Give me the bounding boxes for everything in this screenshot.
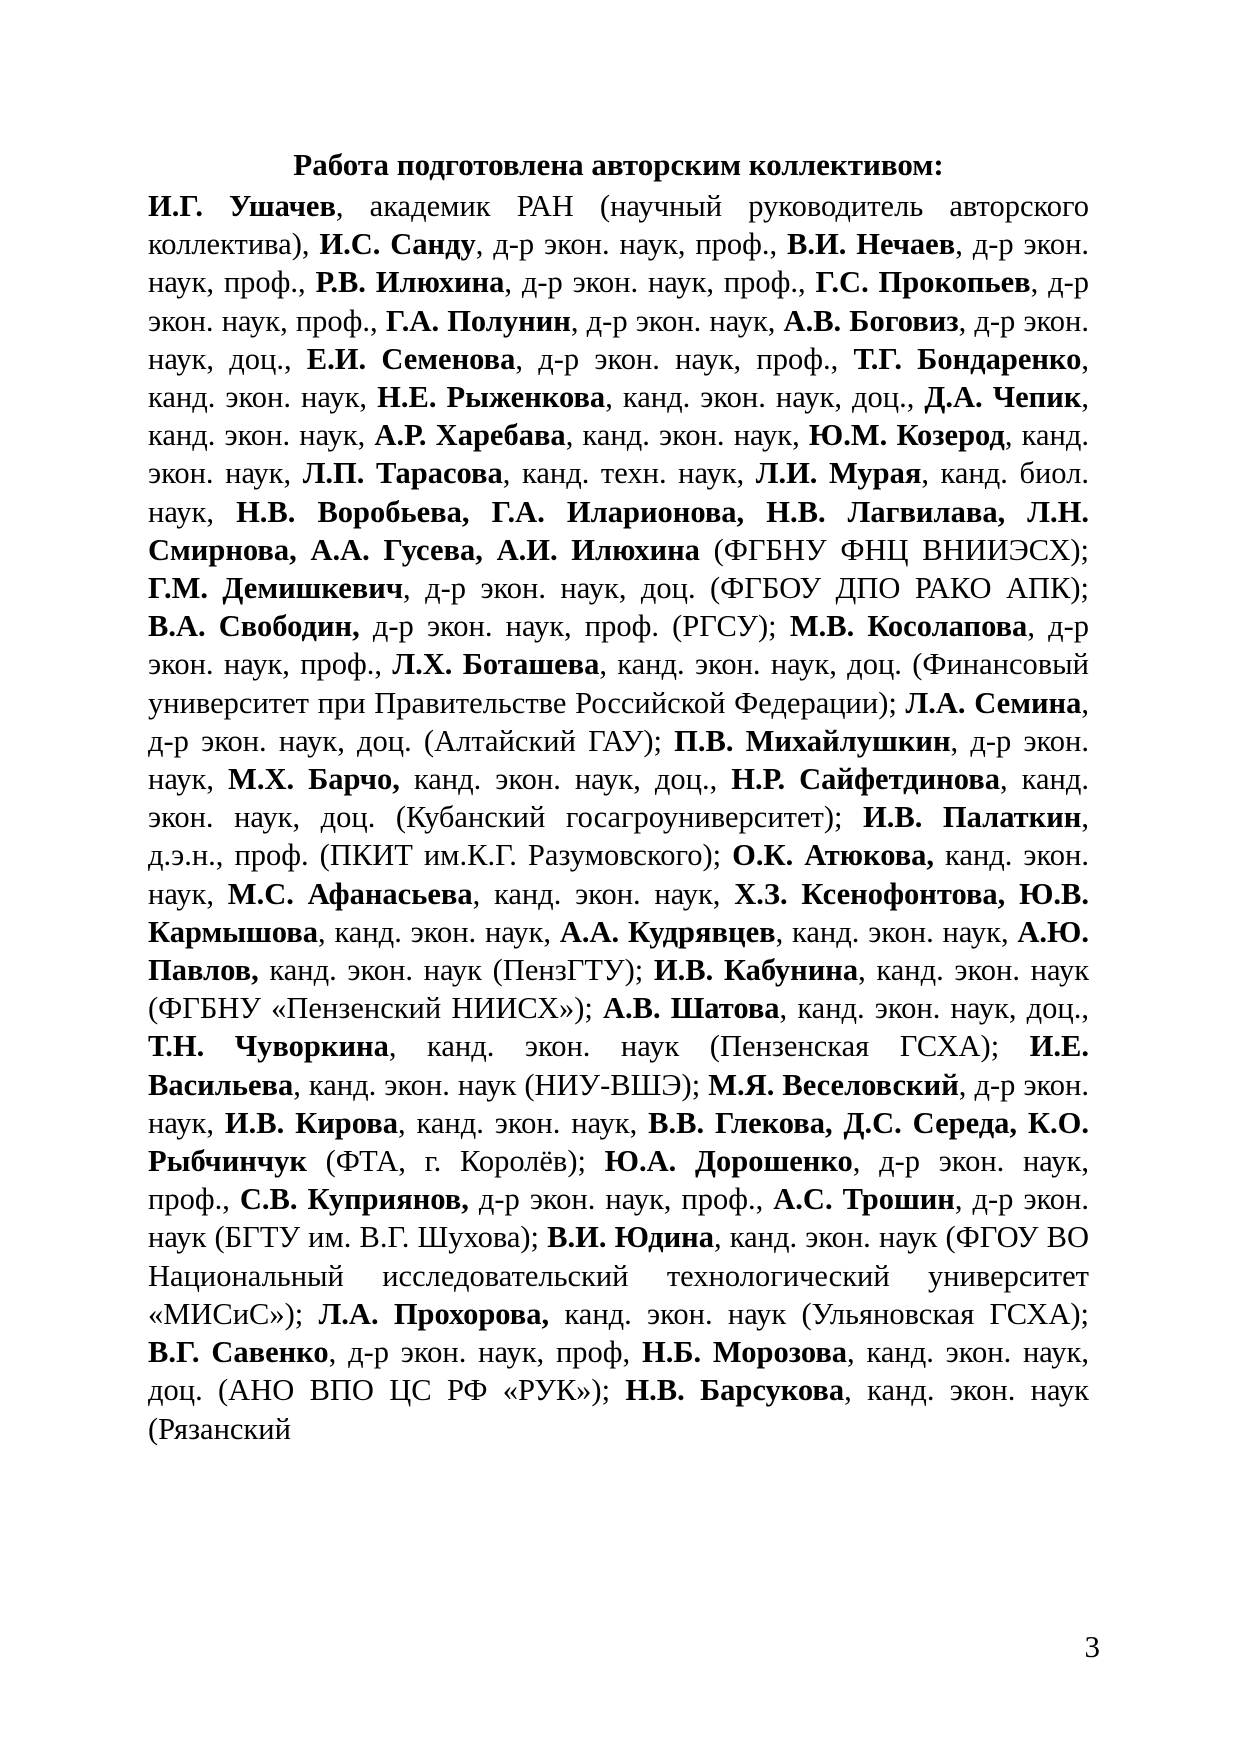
author-details: д-р экон. наук, проф., bbox=[468, 1182, 774, 1217]
author-details: , канд. экон. наук, bbox=[565, 418, 809, 453]
author-details: , канд. экон. наук, bbox=[775, 914, 1018, 949]
author-details: , канд. биол. наук, bbox=[148, 456, 1089, 529]
author-details: , канд. экон. наук, доц., bbox=[605, 380, 925, 415]
author-details: , канд. техн. наук, bbox=[502, 456, 756, 491]
author-name: Х.З. Ксенофонтова, Ю.В. Кармышова bbox=[148, 876, 1089, 949]
author-details: , канд. экон. наук, bbox=[148, 418, 1090, 491]
author-details: , д-р экон. наук, bbox=[148, 723, 1090, 797]
author-name: Г.А. Полунин bbox=[385, 303, 571, 338]
author-details: , канд. экон. наук, доц. (Кубанский госагроуниверситет); bbox=[148, 762, 1089, 835]
author-details: , д-р экон. наук, проф., bbox=[148, 1144, 1089, 1217]
author-details: канд. экон. наук (ПензГТУ); bbox=[258, 953, 654, 988]
author-name: Л.Х. Боташева bbox=[392, 647, 600, 682]
author-name: А.В. Боговиз bbox=[783, 303, 959, 338]
author-details: , канд. экон. наук, bbox=[318, 914, 560, 949]
author-name: Л.П. Тарасова bbox=[302, 456, 503, 491]
author-name: Т.Г. Бондаренко bbox=[853, 341, 1082, 376]
author-name: Н.Е. Рыженкова bbox=[377, 380, 606, 415]
author-name: М.В. Косолапова bbox=[789, 609, 1028, 644]
author-name: Д.А. Чепик bbox=[924, 380, 1082, 415]
author-name: И.Г. Ушачев bbox=[148, 189, 336, 223]
author-name: И.С. Санду bbox=[319, 227, 476, 262]
author-name: А.С. Трошин bbox=[773, 1182, 955, 1217]
author-name: И.В. Кабунина bbox=[653, 953, 859, 988]
author-details: , д-р экон. наук, доц. (ФГБОУ ДПО РАКО АПК); bbox=[403, 571, 1089, 606]
author-details: , д-р экон. наук, проф., bbox=[475, 227, 788, 262]
author-details: , канд. экон. наук, bbox=[398, 1105, 649, 1140]
author-details: , канд. экон. наук (Пензенская ГСХА); bbox=[388, 1029, 1030, 1064]
author-name: Р.В. Илюхина bbox=[315, 265, 505, 300]
author-name: Л.А. Прохорова, bbox=[318, 1296, 550, 1331]
author-name: Н.В. Воробьева, Г.А. Иларионова, Н.В. Лагвилава, Л.Н. Смирнова, А.А. Гусева, А.И. Илюхина bbox=[148, 494, 1089, 567]
author-details: , канд. экон. наук, доц. (АНО ВПО ЦС РФ «РУК»); bbox=[148, 1335, 1089, 1408]
author-name: А.В. Шатова bbox=[603, 991, 780, 1026]
author-name: Ю.М. Козерод bbox=[808, 418, 1005, 453]
author-details: , д-р экон. наук, проф., bbox=[148, 265, 1089, 338]
author-name: А.А. Кудрявцев bbox=[559, 914, 776, 949]
author-name: Н.Р. Сайфетдинова bbox=[731, 762, 1000, 797]
author-name: В.И. Нечаев bbox=[787, 227, 956, 262]
author-details: , д-р экон. наук, доц., bbox=[148, 303, 1089, 376]
author-details: канд. экон. наук, доц., bbox=[399, 762, 732, 797]
author-details: канд. экон. наук (Ульяновская ГСХА); bbox=[549, 1296, 1089, 1331]
author-name: И.В. Кирова bbox=[224, 1105, 398, 1140]
author-name: Ю.А. Дорошенко bbox=[604, 1144, 853, 1179]
author-details: , д-р экон. наук, проф., bbox=[515, 341, 854, 376]
author-name: В.В. Глекова, Д.С. Середа, К.О. Рыбчинчук bbox=[148, 1105, 1090, 1179]
author-name: М.Х. Барчо, bbox=[228, 762, 400, 797]
page-number: 3 bbox=[1084, 1629, 1100, 1664]
author-name: С.В. Куприянов, bbox=[239, 1182, 469, 1217]
author-name: Г.М. Демишкевич bbox=[148, 571, 404, 606]
author-details: (ФГБНУ ФНЦ ВНИИЭСХ); bbox=[699, 532, 1089, 567]
author-details: д-р экон. наук, проф. (РГСУ); bbox=[359, 609, 790, 644]
author-name: М.С. Афанасьева bbox=[227, 876, 473, 911]
author-name: В.Г. Савенко bbox=[148, 1335, 329, 1370]
author-name: О.К. Атюкова, bbox=[732, 838, 935, 873]
author-details: , канд. экон. наук (ФГБНУ «Пензенский НИИСХ»); bbox=[148, 953, 1090, 1026]
author-details: , д-р экон. наук, bbox=[148, 1067, 1090, 1140]
author-details: , академик РАН (научный руководитель авторского коллектива), bbox=[148, 189, 1089, 262]
author-name: А.Ю. Павлов, bbox=[148, 914, 1090, 988]
author-details: , канд. экон. наук, bbox=[148, 380, 1090, 453]
author-name: И.Е. Васильева bbox=[148, 1029, 1089, 1102]
author-name: Г.С. Прокопьев bbox=[815, 265, 1031, 300]
author-details: , канд. экон. наук, bbox=[148, 341, 1089, 415]
author-details: , д-р экон. наук (БГТУ им. В.Г. Шухова); bbox=[148, 1182, 1090, 1255]
author-name: Е.И. Семенова bbox=[306, 341, 516, 376]
page-heading: Работа подготовлена авторским коллективом: bbox=[293, 147, 944, 182]
author-details: , канд. экон. наук, доц., bbox=[779, 991, 1089, 1026]
author-details: , канд. экон. наук (НИУ-ВШЭ); bbox=[293, 1067, 709, 1102]
author-name: А.Р. Харебава bbox=[374, 418, 566, 453]
author-details: , д-р экон. наук, проф, bbox=[328, 1335, 642, 1370]
author-details: (ФТА, г. Королёв); bbox=[306, 1144, 605, 1179]
author-details: , д-р экон. наук, проф., bbox=[148, 609, 1090, 682]
author-name: Л.И. Мурая bbox=[755, 456, 922, 491]
author-details: , д-р экон. наук, проф., bbox=[148, 227, 1090, 300]
author-details: , канд. экон. наук, bbox=[472, 876, 735, 911]
author-details: , канд. экон. наук, доц. (Финансовый университет при Правительстве Российской Федерации); bbox=[148, 647, 1089, 720]
author-name: П.В. Михайлушкин bbox=[674, 723, 951, 758]
author-details: , д.э.н., проф. (ПКИТ им.К.Г. Разумовского); bbox=[148, 800, 1089, 873]
author-name: В.И. Юдина bbox=[547, 1220, 714, 1255]
author-details: , канд. экон. наук (ФГОУ ВО Национальный исследовательский технологический университет «МИСиС»); bbox=[148, 1220, 1089, 1331]
author-details: , канд. экон. наук (Рязанский bbox=[148, 1373, 1089, 1446]
author-name: И.В. Палаткин bbox=[863, 800, 1082, 835]
author-name: В.А. Свободин, bbox=[148, 609, 360, 644]
author-details: , д-р экон. наук, доц. (Алтайский ГАУ); bbox=[148, 685, 1089, 758]
authors-paragraph bbox=[148, 187, 1089, 1448]
author-details: канд. экон. наук, bbox=[148, 838, 1089, 911]
author-name: Л.А. Семина bbox=[905, 685, 1082, 720]
author-details: , д-р экон. наук, bbox=[570, 303, 784, 338]
author-name: Т.Н. Чуворкина bbox=[148, 1029, 389, 1064]
author-details: , д-р экон. наук, проф., bbox=[504, 265, 816, 300]
author-name: М.Я. Веселовский bbox=[708, 1067, 959, 1102]
author-name: Н.Б. Морозова bbox=[641, 1335, 848, 1370]
author-name: Н.В. Барсукова bbox=[625, 1373, 845, 1408]
